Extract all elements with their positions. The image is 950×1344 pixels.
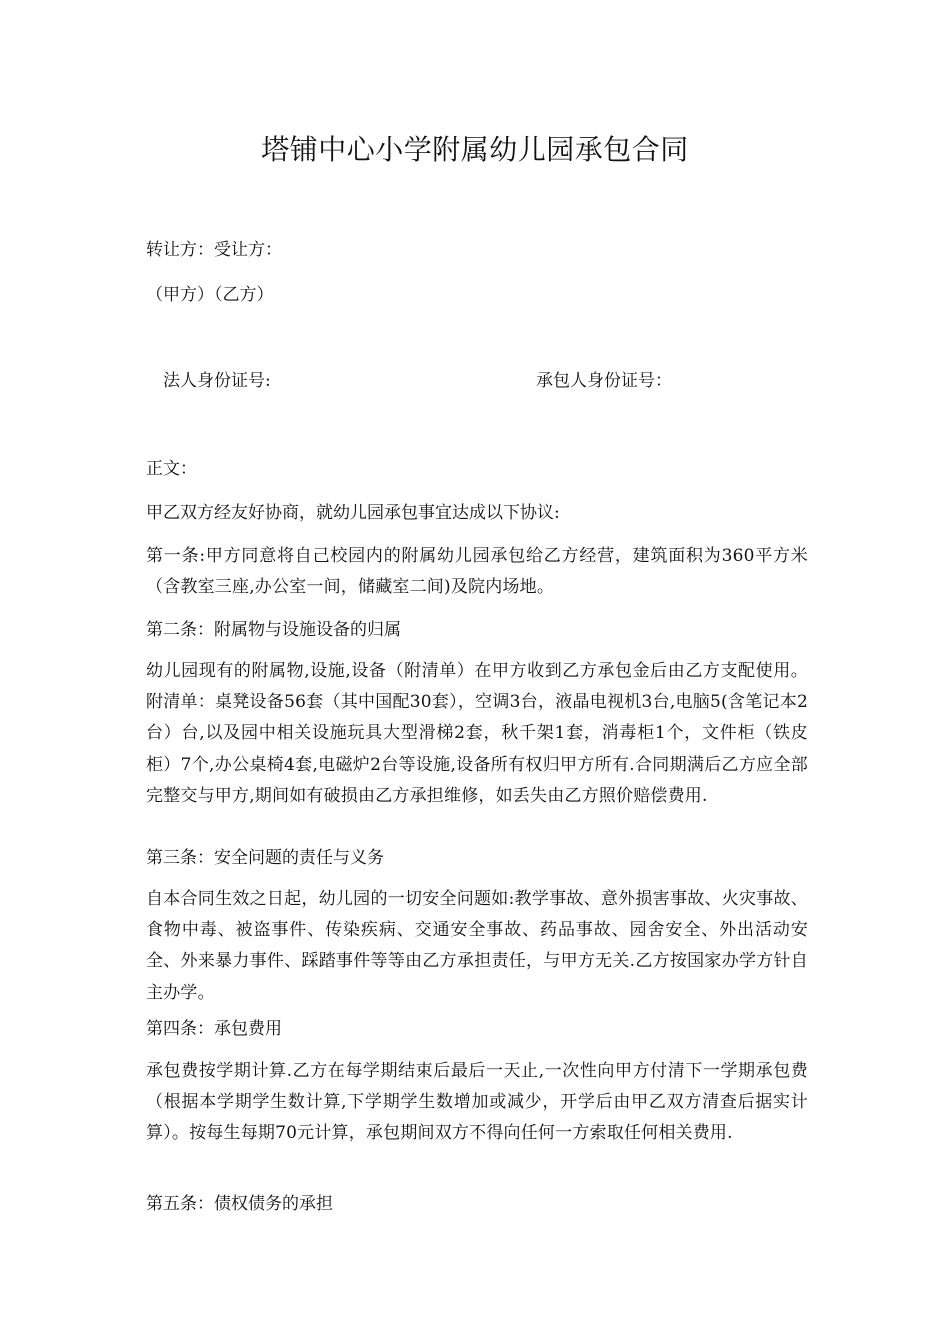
article-4-heading: 第四条：承包费用 <box>146 1019 282 1039</box>
article-3-heading: 第三条：安全问题的责任与义务 <box>146 848 384 868</box>
legal-person-id-label: 法人身份证号: <box>163 371 271 391</box>
intro-paragraph: 甲乙双方经友好协商，就幼儿园承包事宜达成以下协议: <box>146 503 560 523</box>
article-2-body: 幼儿园现有的附属物,设施,设备（附清单）在甲方收到乙方承包金后由乙方支配使用。附清单：桌凳设备56套（其中国配30套），空调3台，液晶电视机3台,电脑5(含笔记本2台）台,以及园中相关设施玩具大型滑梯2套，秋千架1套，消毒柜1个，文件柜（铁皮柜）7个,办公桌椅4套,电磁炉2台等设施,设备所有权归甲方所有.合同期满后乙方应全部完整交与甲方,期间如有破损由乙方承担维修，如丢失由乙方照价赔偿费用. <box>146 661 808 806</box>
article-3-body: 自本合同生效之日起，幼儿园的一切安全问题如:教学事故、意外损害事故、火灾事故、食物中毒、被盗事件、传染疾病、交通安全事故、药品事故、园舍安全、外出活动安全、外来暴力事件、踩踏事件等等由乙方承担责任，与甲方无关.乙方按国家办学方针自主办学。 <box>146 889 808 1003</box>
body-label: 正文： <box>146 459 197 479</box>
parties-line: 转让方：受让方： <box>146 240 282 260</box>
contractor-id-label: 承包人身份证号： <box>536 371 672 391</box>
article-4-body: 承包费按学期计算.乙方在每学期结束后最后一天止,一次性向甲方付清下一学期承包费（根据本学期学生数计算,下学期学生数增加或减少，开学后由甲乙双方清查后据实计算）。按每生每期70元计算，承包期间双方不得向任何一方索取任何相关费用. <box>146 1061 808 1144</box>
article-1: 第一条:甲方同意将自己校园内的附属幼儿园承包给乙方经营，建筑面积为360平方米（含教室三座,办公室一间，储藏室二间)及院内场地。 <box>146 546 808 598</box>
document-title: 塔铺中心小学附属幼儿园承包合同 <box>261 133 689 166</box>
article-2-heading: 第二条：附属物与设施设备的归属 <box>146 620 401 640</box>
article-5-heading: 第五条：债权债务的承担 <box>146 1194 333 1214</box>
parties-roles: （甲方）（乙方） <box>146 285 274 305</box>
